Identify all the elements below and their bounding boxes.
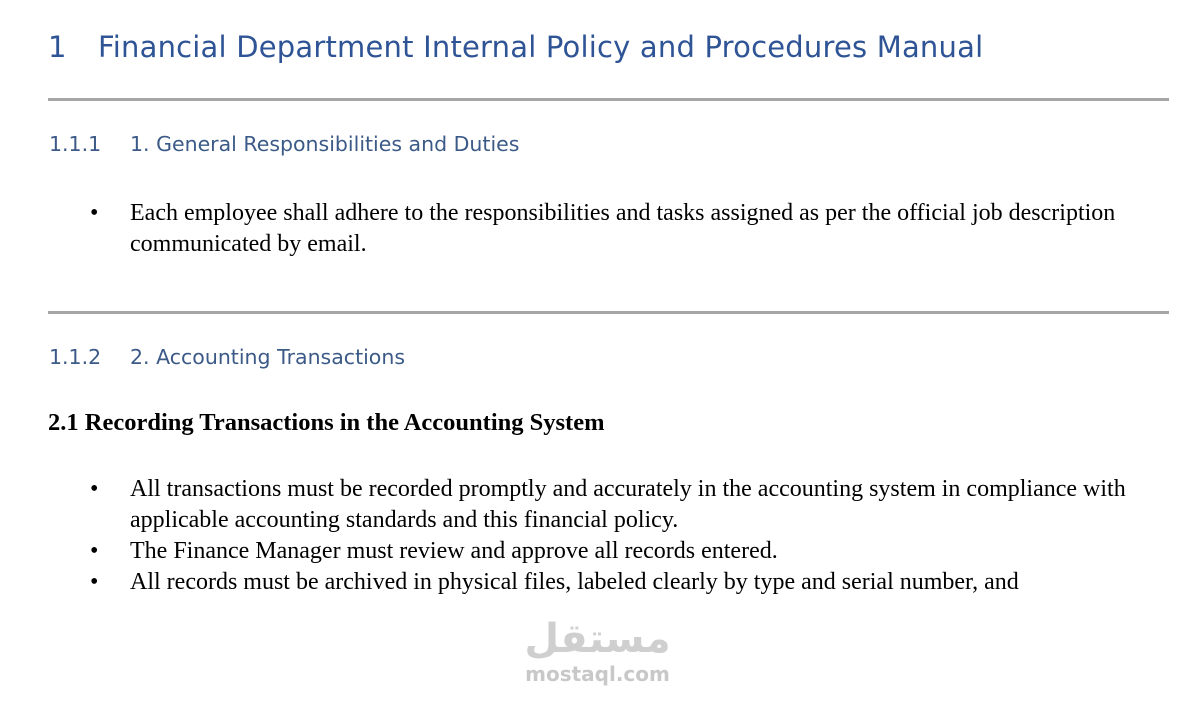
list-item (0, 567, 1170, 598)
list-item-text: All records must be archived in physical files, labeled clearly by type and serial number, and (130, 569, 1019, 595)
list-item-text: All transactions must be recorded promptly and accurately in the accounting system in compliance with applicable accounting standards and this financial policy. (130, 476, 1126, 533)
bullet-list-section-2 (0, 474, 1170, 598)
section-title: 2. Accounting Transactions (130, 345, 406, 369)
horizontal-rule (48, 98, 1169, 101)
bullet-icon: • (90, 569, 99, 595)
horizontal-rule (48, 311, 1169, 314)
list-item-text: The Finance Manager must review and approve all records entered. (130, 538, 778, 564)
bullet-icon: • (90, 200, 99, 226)
list-item (0, 198, 1140, 260)
section-number: 1.1.1 (49, 132, 102, 156)
list-item (0, 536, 1140, 567)
section-number: 1.1.2 (49, 345, 102, 369)
watermark-logo (520, 615, 675, 690)
subheading-2-1: 2.1 Recording Transactions in the Accounting System (48, 409, 605, 436)
watermark-logo-text: مستقل (524, 616, 671, 662)
list-item (0, 474, 1140, 536)
heading-1-title: Financial Department Internal Policy and Procedures Manual (98, 30, 984, 64)
heading-1 (48, 30, 983, 64)
bullet-list-section-1 (0, 198, 1140, 260)
watermark-site: mostaql.com (525, 662, 670, 686)
list-item-text: Each employee shall adhere to the responsibilities and tasks assigned as per the official job description communicated by email. (130, 200, 1116, 257)
bullet-icon: • (90, 538, 99, 564)
section-heading-1-1-1 (49, 132, 519, 156)
section-heading-1-1-2 (49, 345, 405, 369)
heading-1-number: 1 (48, 30, 67, 64)
bullet-icon: • (90, 476, 99, 502)
section-title: 1. General Responsibilities and Duties (130, 132, 520, 156)
